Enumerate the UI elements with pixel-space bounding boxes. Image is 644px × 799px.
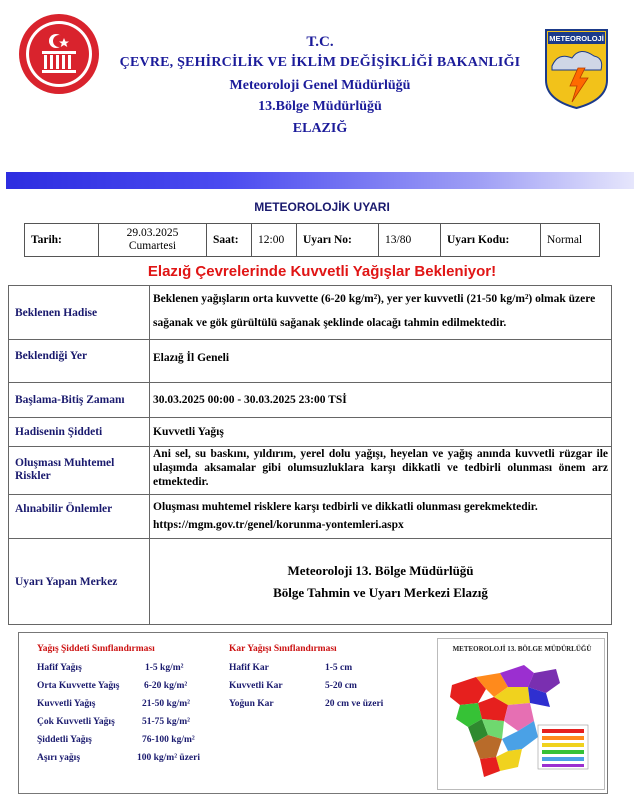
map-legend <box>538 725 588 769</box>
rain-class-name: Çok Kuvvetli Yağış <box>37 717 115 727</box>
time-range-label: Başlama-Bitiş Zamanı <box>9 383 150 418</box>
row-time-range <box>9 383 612 418</box>
day-value: Cumartesi <box>128 240 177 252</box>
precautions-cell <box>150 494 612 539</box>
precautions-value: Oluşması muhtemel risklere karşı tedbirli ve dikkatli olunması gerekmektedir. <box>153 500 538 513</box>
expected-event-value: Beklenen yağışların orta kuvvette (6-20 kg/m²), yer yer kuvvetli (21-50 kg/m²) olmak üzere sağanak ve gök gürültülü sağanak şeklinde olacağı tahmin edilmektedir. <box>150 286 612 340</box>
row-expected-location <box>9 340 612 383</box>
ministry-logo <box>18 13 100 95</box>
snow-classes-title: Kar Yağışı Sınıflandırması <box>229 644 337 654</box>
snow-class-name: Kuvvetli Kar <box>229 681 283 691</box>
snow-class-range: 5-20 cm <box>325 681 357 691</box>
header-tc: T.C. <box>306 34 334 50</box>
snow-class-range: 1-5 cm <box>325 663 353 673</box>
regional-map <box>437 638 605 790</box>
row-precautions <box>9 494 612 539</box>
warning-headline: Elazığ Çevrelerinde Kuvvetli Yağışlar Bekleniyor! <box>147 263 497 280</box>
map-region <box>496 749 522 771</box>
risks-value: Ani sel, su baskını, yıldırım, yerel dolu yağışı, heyelan ve yağış anında kuvvetli rüzgar ile ulaşımda aksamalar gibi olumsuzluklara karşı dikkatli ve tedbirli olunması önem arz etmektedir. <box>150 447 612 494</box>
rain-class-range: 1-5 kg/m² <box>145 663 184 673</box>
issuing-center-cell <box>150 539 612 625</box>
warning-code-value: Normal <box>541 224 600 257</box>
rain-class-range: 21-50 kg/m² <box>142 699 190 709</box>
row-issuing-center <box>9 539 612 625</box>
header-divider-bar <box>6 172 634 189</box>
date-cell <box>99 224 207 257</box>
logo-text: METEOROLOJİ <box>549 34 604 43</box>
issuing-center-name: Meteoroloji 13. Bölge Müdürlüğü <box>287 562 474 578</box>
header-ministry: ÇEVRE, ŞEHİRCİLİK VE İKLİM DEĞİŞİKLİĞİ BAKANLIĞI <box>119 55 521 70</box>
date-label: Tarih: <box>25 224 99 257</box>
severity-label: Hadisenin Şiddeti <box>9 418 150 447</box>
snow-class-name: Yoğun Kar <box>229 699 274 709</box>
time-value: 12:00 <box>252 224 297 257</box>
rain-class-range: 6-20 kg/m² <box>144 681 188 691</box>
rain-class-name: Orta Kuvvette Yağış <box>37 681 120 691</box>
issuing-center-label: Uyarı Yapan Merkez <box>9 539 150 625</box>
region-map-graphic <box>438 639 606 791</box>
warning-code-label: Uyarı Kodu: <box>441 224 541 257</box>
header-regional: 13.Bölge Müdürlüğü <box>258 99 382 114</box>
row-expected-event <box>9 286 612 340</box>
risks-label: Oluşması Muhtemel Riskler <box>9 447 150 494</box>
map-title: METEOROLOJİ 13. BÖLGE MÜDÜRLÜĞÜ <box>452 645 592 653</box>
expected-event-label: Beklenen Hadise <box>9 286 150 340</box>
warning-title: METEOROLOJİK UYARI <box>254 200 390 214</box>
date-value: 29.03.2025 <box>126 226 179 239</box>
warning-no-value: 13/80 <box>379 224 441 257</box>
time-range-value: 30.03.2025 00:00 - 30.03.2025 23:00 TSİ <box>150 383 612 418</box>
severity-value: Kuvvetli Yağış <box>150 418 612 447</box>
rain-class-name: Hafif Yağış <box>37 663 82 673</box>
warning-no-label: Uyarı No: <box>297 224 379 257</box>
warning-details-table <box>8 285 612 625</box>
meteorology-logo <box>544 28 609 110</box>
header-directorate: Meteoroloji Genel Müdürlüğü <box>229 78 411 93</box>
time-label: Saat: <box>207 224 252 257</box>
issuing-center-unit: Bölge Tahmin ve Uyarı Merkezi Elazığ <box>273 584 488 600</box>
precautions-label: Alınabilir Önlemler <box>9 494 150 539</box>
rain-class-name: Kuvvetli Yağış <box>37 699 96 709</box>
rain-class-name: Aşırı yağış <box>37 753 81 763</box>
expected-location-label: Beklendiği Yer <box>9 340 150 383</box>
snow-class-name: Hafif Kar <box>229 663 269 673</box>
rain-classes-title: Yağış Şiddeti Sınıflandırması <box>37 644 155 654</box>
row-risks <box>9 447 612 494</box>
rain-class-range: 100 kg/m² üzeri <box>137 753 201 763</box>
snow-class-range: 20 cm ve üzeri <box>325 699 384 709</box>
warning-info-table <box>24 223 600 257</box>
rain-class-range: 51-75 kg/m² <box>142 717 190 727</box>
classification-box <box>18 632 608 794</box>
precautions-link[interactable]: https://mgm.gov.tr/genel/korunma-yontemleri.aspx <box>153 519 404 532</box>
row-severity <box>9 418 612 447</box>
rain-class-range: 76-100 kg/m² <box>142 735 195 745</box>
header-city: ELAZIĞ <box>292 121 348 136</box>
expected-location-value: Elazığ İl Geneli <box>150 340 612 383</box>
rain-class-name: Şiddetli Yağış <box>37 735 92 745</box>
